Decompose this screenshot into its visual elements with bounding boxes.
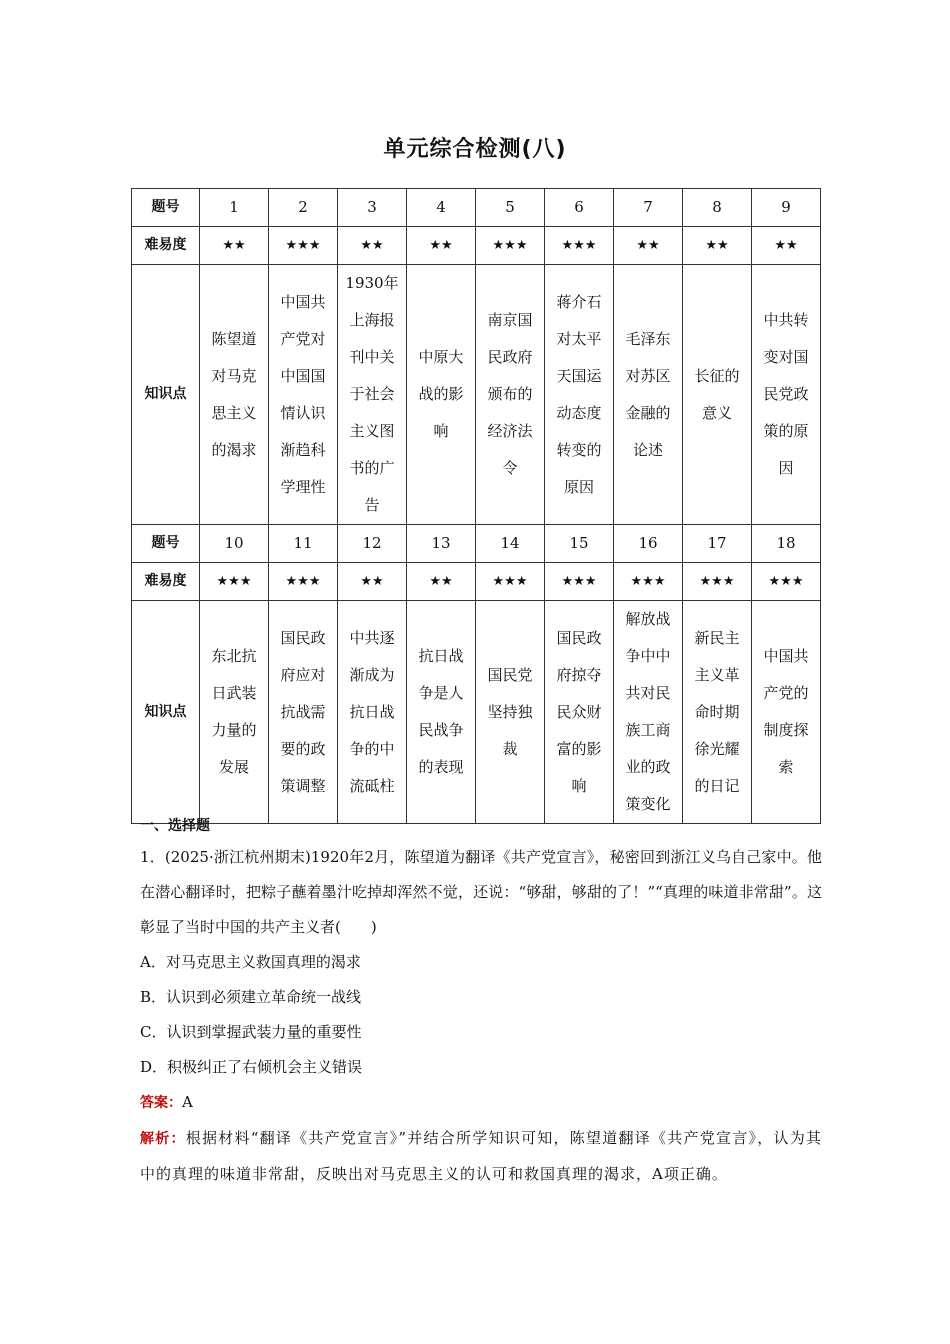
knowledge-point: 东北抗日武装力量的发展: [211, 647, 257, 776]
knowledge-point-cell: [407, 601, 476, 824]
option-d: D．积极纠正了右倾机会主义错误: [140, 1058, 363, 1076]
knowledge-point-cell: [683, 601, 752, 824]
knowledge-table: [131, 188, 821, 824]
table-row-numbers-1: [132, 189, 821, 227]
table-row-knowledge-2: [132, 601, 821, 824]
knowledge-point: 1930年上海报刊中关于社会主义图书的广告: [345, 274, 399, 514]
difficulty-stars: ★★: [338, 227, 407, 265]
analysis-text: 根据材料“翻译《共产党宣言》”并结合所学知识可知，陈望道翻译《共产党宣言》，认为其中的真理的味道非常甜，反映出对马克思主义的认可和救国真理的渴求，A项正确。: [140, 1129, 823, 1183]
question-number: 4: [407, 189, 476, 227]
knowledge-point: 中共逐渐成为抗日战争的中流砥柱: [349, 628, 395, 795]
difficulty-stars: ★★★: [269, 563, 338, 601]
question-number: 8: [683, 189, 752, 227]
difficulty-stars: ★★: [200, 227, 269, 265]
question-number: 15: [545, 525, 614, 563]
question-number: 5: [476, 189, 545, 227]
answer-label: 答案：: [140, 1095, 182, 1111]
knowledge-point: 国民政府应对抗战需要的政策调整: [280, 628, 326, 795]
option-c: C．认识到掌握武装力量的重要性: [140, 1023, 362, 1041]
option-a: A．对马克思主义救国真理的渴求: [140, 953, 361, 971]
knowledge-point-cell: [545, 265, 614, 525]
knowledge-point-cell: [614, 601, 683, 824]
knowledge-point: 中共转变对国民党政策的原因: [763, 311, 809, 477]
question-number: 17: [683, 525, 752, 563]
option-b: B．认识到必须建立革命统一战线: [140, 988, 362, 1006]
knowledge-point-cell: [200, 601, 269, 824]
knowledge-point-cell: [614, 265, 683, 525]
row-label-number: 题号: [132, 189, 200, 227]
table-row-numbers-2: [132, 525, 821, 563]
difficulty-stars: ★★★: [614, 563, 683, 601]
table-row-difficulty-2: [132, 563, 821, 601]
difficulty-stars: ★★: [407, 563, 476, 601]
question-stem: 1．(2025·浙江杭州期末)1920年2月，陈望道为翻译《共产党宣言》，秘密回到浙江义乌自己家中。他在潜心翻译时，把粽子蘸着墨汁吃掉却浑然不觉，还说：“够甜，够甜的了！”“真理的味道非常甜”。这彰显了当时中国的共产主义者( ): [140, 848, 822, 936]
row-label-difficulty: 难易度: [132, 563, 200, 601]
knowledge-point-cell: [476, 265, 545, 525]
question-number: 10: [200, 525, 269, 563]
answer-value: A: [182, 1093, 193, 1111]
question-number: 1: [200, 189, 269, 227]
question-number: 12: [338, 525, 407, 563]
knowledge-point: 中原大战的影响: [418, 348, 464, 440]
difficulty-stars: ★★: [614, 227, 683, 265]
difficulty-stars: ★★★: [545, 563, 614, 601]
table-row-knowledge-1: [132, 265, 821, 525]
knowledge-point: 新民主主义革命时期徐光耀的日记: [694, 628, 740, 795]
question-number: 18: [752, 525, 821, 563]
knowledge-point-cell: [683, 265, 752, 525]
difficulty-stars: ★★: [683, 227, 752, 265]
knowledge-point-cell: [752, 601, 821, 824]
row-label-knowledge: 知识点: [132, 265, 200, 525]
knowledge-point: 毛泽东对苏区金融的论述: [625, 329, 671, 459]
section-title: 一、选择题: [140, 818, 210, 834]
question-number: 2: [269, 189, 338, 227]
analysis-label: 解析：: [140, 1131, 186, 1147]
knowledge-point-cell: [200, 265, 269, 525]
knowledge-point-cell: [269, 265, 338, 525]
analysis-line: [140, 1121, 822, 1192]
difficulty-stars: ★★: [407, 227, 476, 265]
row-label-knowledge: 知识点: [132, 601, 200, 824]
difficulty-stars: ★★: [338, 563, 407, 601]
knowledge-point-cell: [407, 265, 476, 525]
question-number: 3: [338, 189, 407, 227]
question-number: 11: [269, 525, 338, 563]
knowledge-point: 抗日战争是人民战争的表现: [418, 647, 464, 776]
difficulty-stars: ★★★: [476, 227, 545, 265]
knowledge-point-cell: [545, 601, 614, 824]
knowledge-point: 长征的意义: [694, 366, 740, 422]
knowledge-point: 蒋介石对太平天国运动态度转变的原因: [556, 292, 602, 496]
knowledge-point: 南京国民政府颁布的经济法令: [487, 311, 533, 477]
knowledge-point: 国民政府掠夺民众财富的影响: [556, 628, 602, 795]
knowledge-point: 解放战争中中共对民族工商业的政策变化: [625, 610, 671, 813]
difficulty-stars: ★★: [752, 227, 821, 265]
knowledge-point-cell: [338, 265, 407, 525]
difficulty-stars: ★★★: [200, 563, 269, 601]
difficulty-stars: ★★★: [683, 563, 752, 601]
question-number: 16: [614, 525, 683, 563]
question-number: 13: [407, 525, 476, 563]
difficulty-stars: ★★★: [476, 563, 545, 601]
knowledge-point-cell: [338, 601, 407, 824]
table-row-difficulty-1: [132, 227, 821, 265]
knowledge-point: 国民党坚持独裁: [487, 665, 533, 758]
row-label-number: 题号: [132, 525, 200, 563]
row-label-difficulty: 难易度: [132, 227, 200, 265]
difficulty-stars: ★★★: [545, 227, 614, 265]
difficulty-stars: ★★★: [269, 227, 338, 265]
question-number: 7: [614, 189, 683, 227]
knowledge-point: 中国共产党对中国国情认识渐趋科学理性: [280, 292, 326, 496]
page-title: 单元综合检测(八): [383, 137, 567, 162]
question-number: 14: [476, 525, 545, 563]
question-content: [140, 812, 822, 1192]
answer-line: [140, 1085, 822, 1121]
knowledge-point: 陈望道对马克思主义的渴求: [211, 329, 257, 459]
difficulty-stars: ★★★: [752, 563, 821, 601]
knowledge-point-cell: [476, 601, 545, 824]
question-number: 6: [545, 189, 614, 227]
knowledge-point: 中国共产党的制度探索: [763, 647, 809, 776]
knowledge-point-cell: [269, 601, 338, 824]
knowledge-point-cell: [752, 265, 821, 525]
question-number: 9: [752, 189, 821, 227]
